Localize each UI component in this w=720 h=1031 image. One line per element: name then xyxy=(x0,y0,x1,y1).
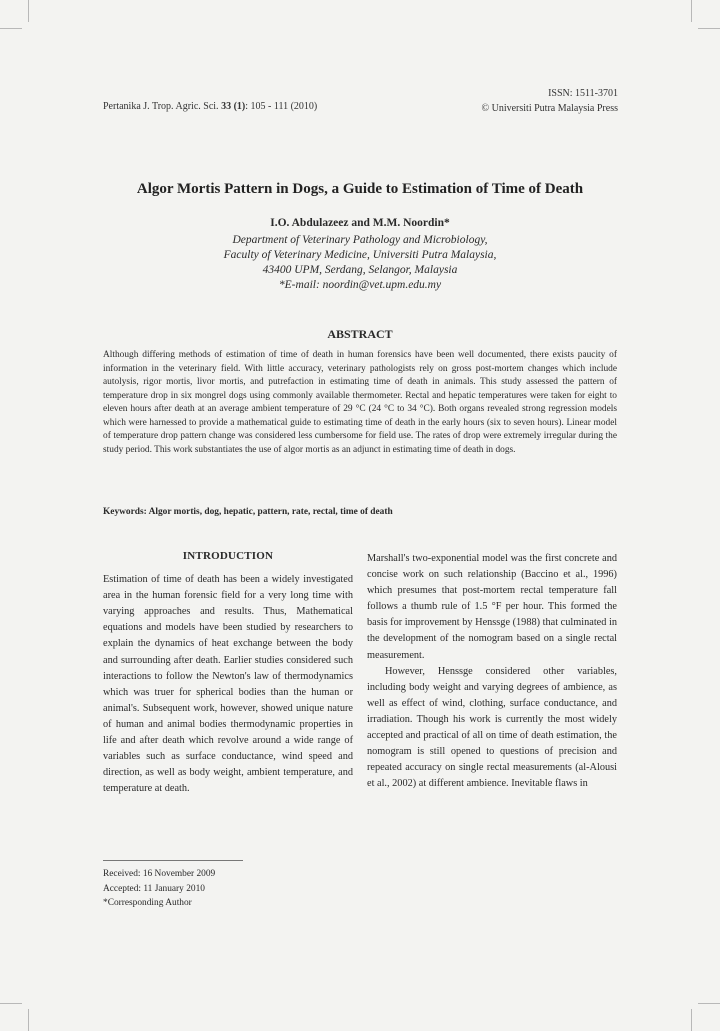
issn: ISSN: 1511-3701 xyxy=(548,88,618,99)
crop-mark xyxy=(691,0,692,22)
affiliation-line: Faculty of Veterinary Medicine, Universiti Putra Malaysia, xyxy=(223,249,497,261)
right-column xyxy=(367,551,617,792)
journal-volume: 33 (1) xyxy=(221,101,246,112)
section-heading-introduction: INTRODUCTION xyxy=(182,550,274,562)
journal-pages: : 105 - 111 (2010) xyxy=(245,101,318,112)
paper-title: Algor Mortis Pattern in Dogs, a Guide to Estimation of Time of Death xyxy=(136,181,584,197)
affiliation-line: 43400 UPM, Serdang, Selangor, Malaysia xyxy=(262,264,458,276)
body-paragraph: However, Henssge considered other variables, including body weight and varying degrees of ambience, as well as effect of wind, clothing, surface conductance, and irradiation. Though his work is currently the most widely accepted and practical of all on time of death estimation, the nomogram is still opened to questions of precision and repeated accuracy on single rectal measurements (al-Alousi et al., 2002) at different ambience. Inevitable flaws in xyxy=(367,665,617,790)
body-paragraph: Marshall's two-exponential model was the first concrete and concise work on such relationship (Baccino et al., 1996) which presumes that post-mortem rectal temperature fall follows a thumb rule of 1.5 °F per hour. This formed the basis for improvement by Henssge (1988) that culminated in the development of the nomogram based on a single rectal measurement. xyxy=(367,553,617,661)
journal-issn-block xyxy=(482,86,618,116)
authors: I.O. Abdulazeez and M.M. Noordin* xyxy=(270,217,450,229)
author-email: *E-mail: noordin@vet.upm.edu.my xyxy=(278,279,442,291)
crop-mark xyxy=(691,1009,692,1031)
journal-citation xyxy=(103,101,317,112)
crop-mark xyxy=(698,28,720,29)
received-date: Received: 16 November 2009 xyxy=(103,869,216,879)
crop-mark xyxy=(698,1003,720,1004)
publisher: © Universiti Putra Malaysia Press xyxy=(481,103,618,114)
left-column xyxy=(103,548,353,797)
footnotes xyxy=(103,867,215,911)
affiliation xyxy=(100,233,620,293)
crop-mark xyxy=(0,28,22,29)
footnote-divider xyxy=(103,860,243,861)
accepted-date: Accepted: 11 January 2010 xyxy=(103,883,205,894)
body-paragraph: Estimation of time of death has been a widely investigated area in the human forensic field for a very long time with varying approaches and results. Thus, Mathematical equations and models have been studied by researchers to explain the dynamics of heat exchange between the body and surrounding after death. Earlier studies considered such interactions to follow the Newton's law of thermodynamics which was truer for spherical bodies than the human or animal's. Subsequent work, however, showed unique nature of human and animal bodies thermodynamic properties in life and after death which revolve around a wide range of variables such as surface conductance, wind speed and direction, as well as body weight, ambient temperature, and temperature at death. xyxy=(103,574,353,795)
crop-mark xyxy=(0,1003,22,1004)
keywords: Keywords: Algor mortis, dog, hepatic, pattern, rate, rectal, time of death xyxy=(103,507,393,517)
crop-mark xyxy=(28,0,29,22)
abstract-text: Although differing methods of estimation of time of death in human forensics have been well documented, there exists paucity of information in the veterinary field. With little accuracy, veterinary pathologists rely on gross post-mortem changes which include autolysis, rigor mortis, livor mortis, and putrefaction in estimating time of death in animals. This study assessed the pattern of temperature drop in six mongrel dogs using commonly available thermometer. Rectal and hepatic temperatures were taken for eight to eleven hours after death at an average ambient temperature of 29 °C (24 °C to 34 °C). Both organs revealed strong regression models which were harnessed to provide a mathematical guide to estimating time of death in the early hours (six to seven hours). Linear model of temperature drop pattern change was considered less cumbersome for field use. The rates of drop were extremely irregular during the study period. This work substantiates the use of algor mortis as an adjunct in estimating time of death in dogs. xyxy=(103,350,617,455)
crop-mark xyxy=(28,1009,29,1031)
journal-name: Pertanika J. Trop. Agric. Sci. xyxy=(103,101,222,112)
affiliation-line: Department of Veterinary Pathology and Microbiology, xyxy=(232,234,488,246)
corresponding-author-note: *Corresponding Author xyxy=(103,898,192,908)
abstract-heading: ABSTRACT xyxy=(327,327,393,341)
